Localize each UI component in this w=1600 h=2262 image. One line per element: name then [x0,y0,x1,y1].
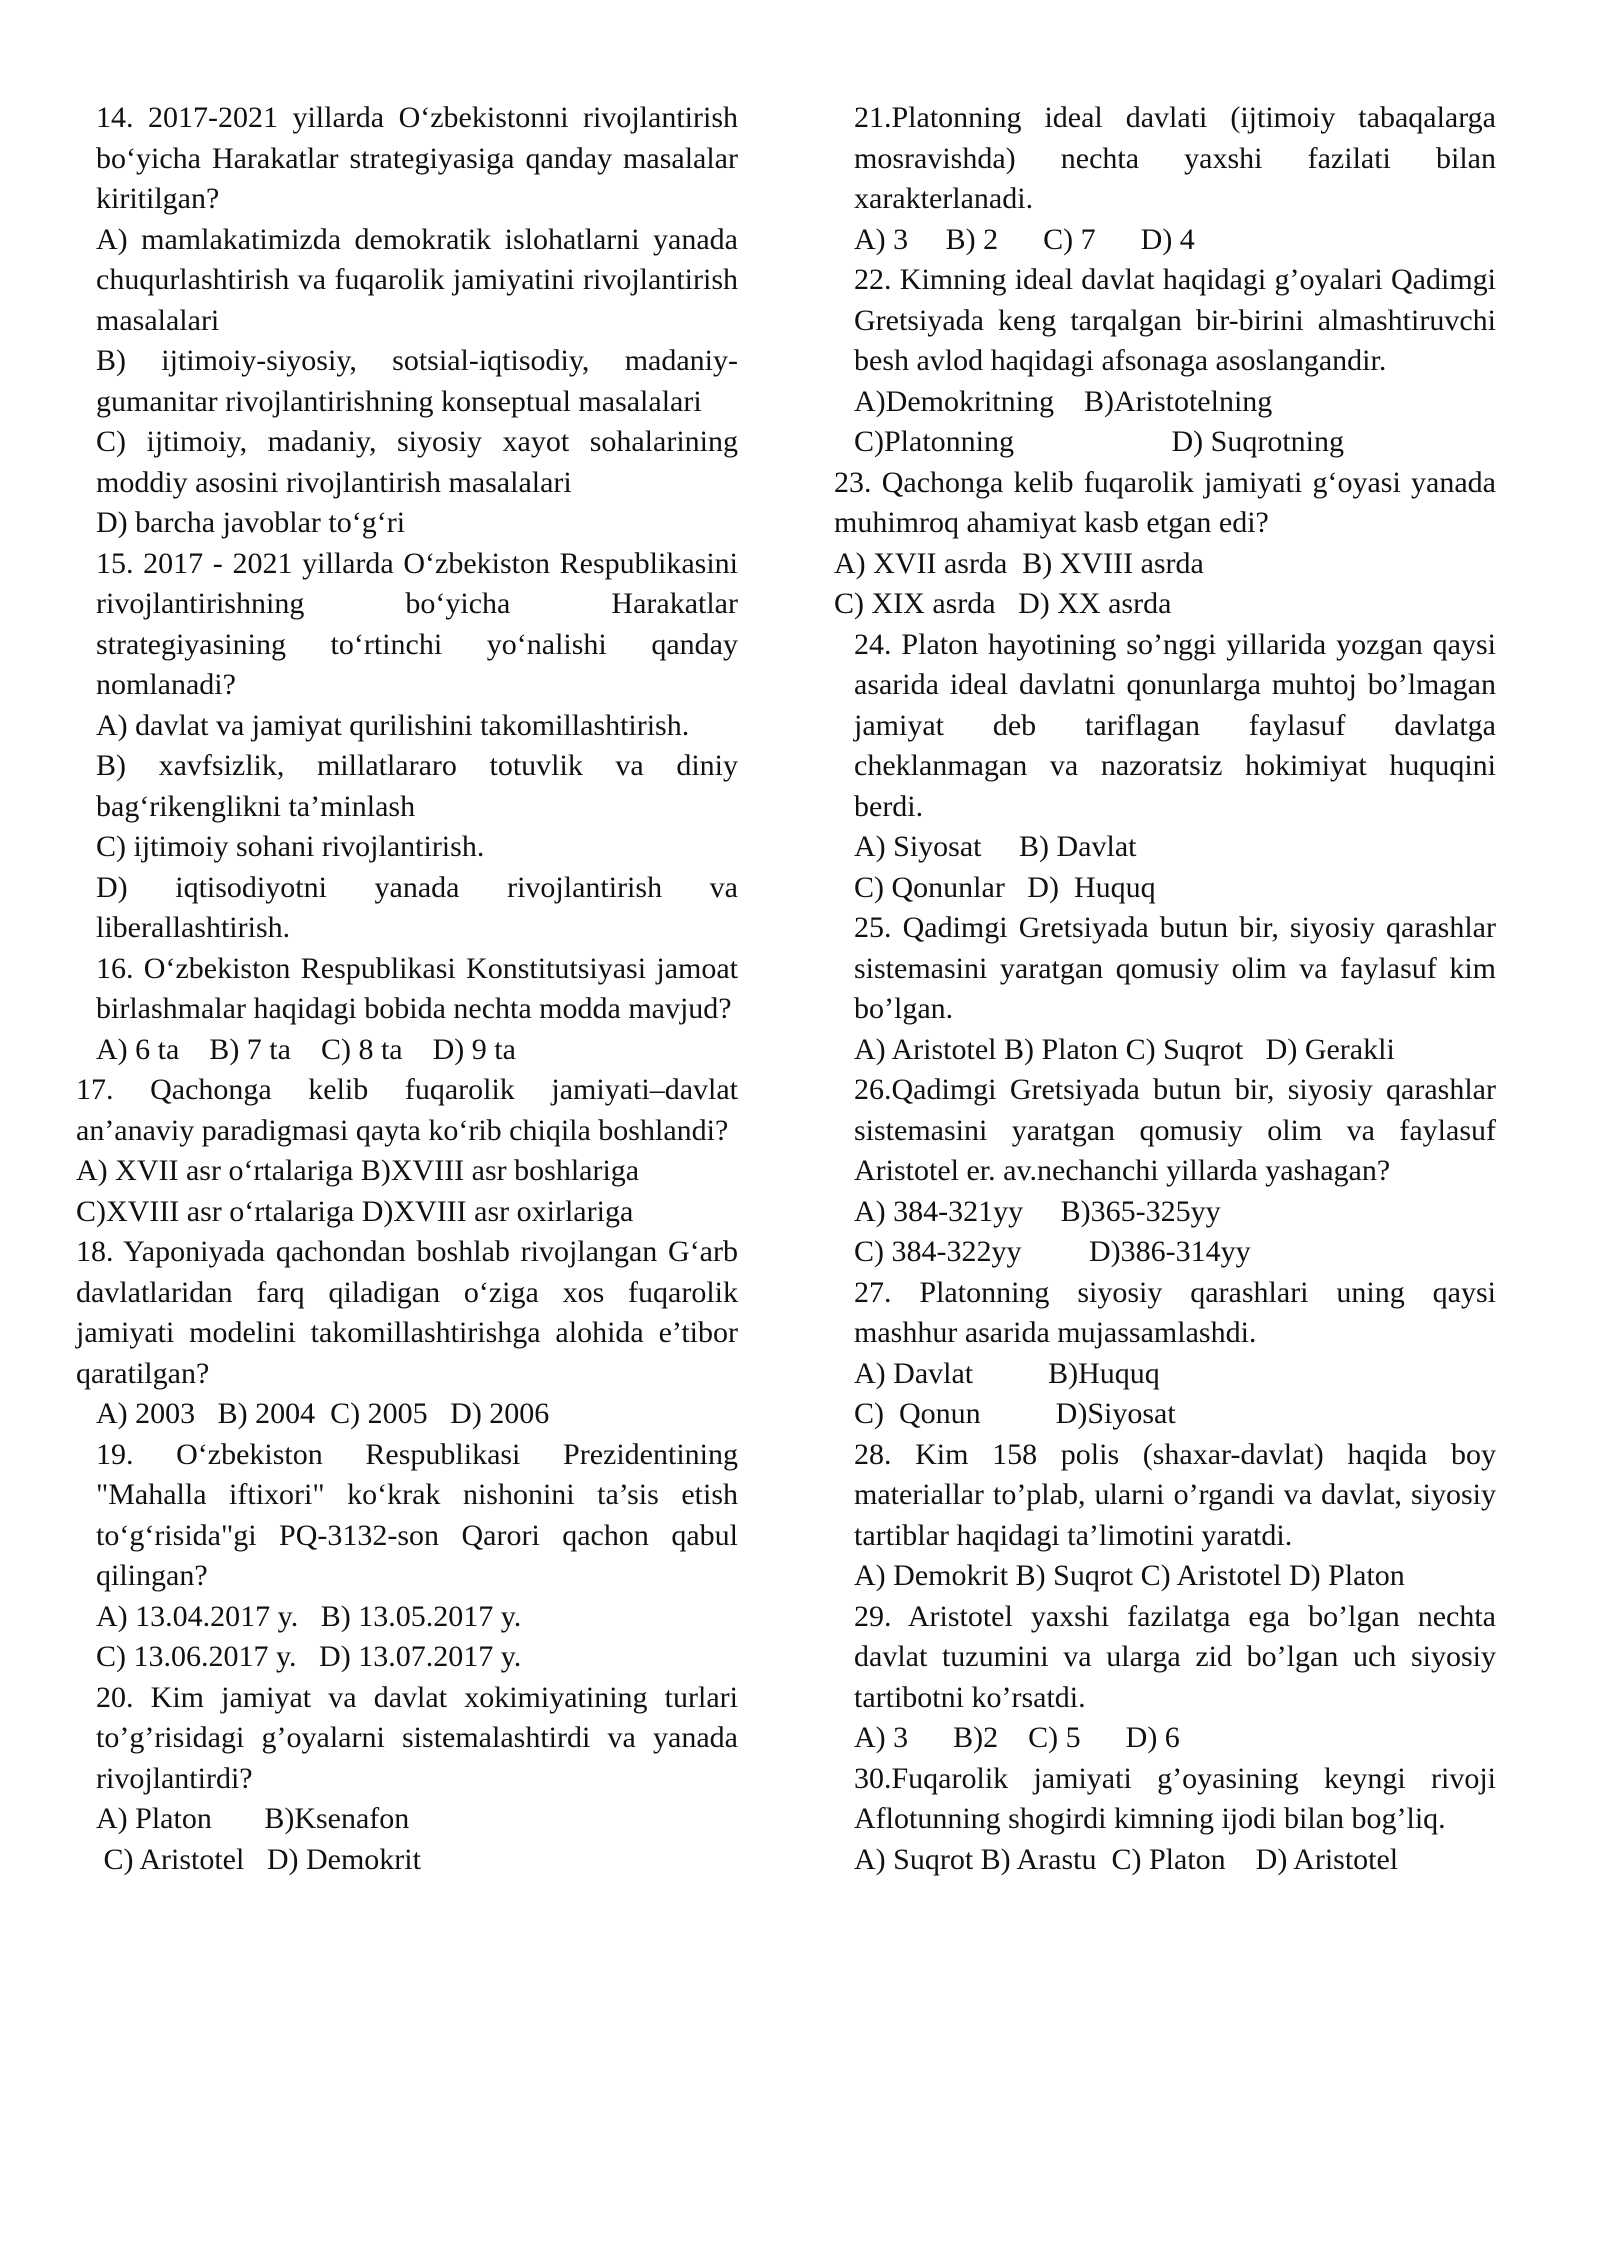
question-18: 18. Yaponiyada qachondan boshlab rivojlangan G‘arb davlatlaridan farq qiladigan o‘ziga xos fuqarolik jamiyati modelini takomillashtirishga alohida e’tibor qaratilgan? [76,1235,738,1390]
right-column [834,98,1496,1880]
question-22-options-cd: C)Platonning D) Suqrotning [854,425,1345,458]
question-20-options-ab: A) Platon B)Ksenafon [96,1802,410,1835]
question-14-option-a: A) mamlakatimizda demokratik islohatlarni yanada chuqurlashtirish va fuqarolik jamiyatini rivojlantirish masalalari [96,222,738,337]
question-15-option-d: D) iqtisodiyotni yanada rivojlantirish va liberallashtirish. [96,870,738,944]
question-24-options-ab: A) Siyosat B) Davlat [854,830,1137,863]
question-16: 16. O‘zbekiston Respublikasi Konstitutsiyasi jamoat birlashmalar haqidagi bobida nechta modda mavjud? [96,951,738,1025]
question-17-options-cd: C)XVIII asr o‘rtalariga D)XVIII asr oxirlariga [76,1194,634,1228]
question-15-option-c: C) ijtimoiy sohani rivojlantirish. [96,830,485,863]
question-21-options: A) 3 B) 2 C) 7 D) 4 [854,222,1195,256]
question-29: 29. Aristotel yaxshi fazilatga ega bo’lgan nechta davlat tuzumini va ularga zid bo’lgan uch siyosiy tartibotni ko’rsatdi. [854,1599,1496,1714]
question-27: 27. Platonning siyosiy qarashlari uning qaysi mashhur asarida mujassamlashdi. [854,1275,1496,1349]
question-15-option-a: A) davlat va jamiyat qurilishini takomillashtirish. [96,708,690,742]
question-15: 15. 2017 - 2021 yillarda O‘zbekiston Respublikasini rivojlantirishning bo‘yicha Harakatlar strategiyasining to‘rtinchi yo‘nalishi qanday nomlanadi? [96,546,738,701]
question-26-options-ab: A) 384-321yy B)365-325yy [854,1194,1221,1228]
question-14-option-b: B) ijtimoiy-siyosiy, sotsial-iqtisodiy, madaniy-gumanitar rivojlantirishning konseptual masalalari [96,344,738,418]
question-26-options-cd: C) 384-322yy D)386-314yy [854,1235,1251,1268]
question-27-options-ab: A) Davlat B)Huquq [854,1356,1160,1390]
question-27-options-cd: C) Qonun D)Siyosat [854,1397,1176,1430]
question-28: 28. Kim 158 polis (shaxar-davlat) haqida boy materiallar to’plab, ularni o’rgandi va davlat, siyosiy tartiblar haqidagi ta’limotini yaratdi. [854,1437,1496,1552]
question-15-option-b: B) xavfsizlik, millatlararo totuvlik va diniy bag‘rikenglikni ta’minlash [96,749,738,823]
question-22-options-ab: A)Demokritning B)Aristotelning [854,384,1273,418]
question-23-options-ab: A) XVII asrda B) XVIII asrda [834,546,1204,580]
question-17-options-ab: A) XVII asr o‘rtalariga B)XVIII asr boshlariga [76,1154,640,1187]
question-20: 20. Kim jamiyat va davlat xokimiyatining turlari to’g’risidagi g’oyalarni sistemalashtirdi va yanada rivojlantirdi? [96,1680,738,1795]
question-19-options-ab: A) 13.04.2017 y. B) 13.05.2017 y. [96,1599,522,1633]
question-21: 21.Platonning ideal davlati (ijtimoiy tabaqalarga mosravishda) nechta yaxshi fazilati bilan xarakterlanadi. [854,101,1496,215]
question-14-option-d: D) barcha javoblar to‘g‘ri [96,506,406,539]
question-20-options-cd: C) Aristotel D) Demokrit [96,1842,421,1876]
question-16-options: A) 6 ta B) 7 ta C) 8 ta D) 9 ta [96,1032,516,1066]
question-28-options: A) Demokrit B) Suqrot C) Aristotel D) Platon [854,1559,1405,1592]
question-24-options-cd: C) Qonunlar D) Huquq [854,870,1156,904]
question-25: 25. Qadimgi Gretsiyada butun bir, siyosiy qarashlar sistemasini yaratgan qomusiy olim va faylasuf kim bo’lgan. [854,911,1496,1025]
question-19-options-cd: C) 13.06.2017 y. D) 13.07.2017 y. [96,1640,522,1673]
question-14-option-c: C) ijtimoiy, madaniy, siyosiy xayot sohalarining moddiy asosini rivojlantirish masalalari [96,425,738,499]
left-column [76,98,738,1880]
question-29-options: A) 3 B)2 C) 5 D) 6 [854,1721,1180,1754]
question-30: 30.Fuqarolik jamiyati g’oyasining keyngi rivoji Aflotunning shogirdi kimning ijodi bilan bog’liq. [854,1761,1496,1835]
question-23: 23. Qachonga kelib fuqarolik jamiyati g‘oyasi yanada muhimroq ahamiyat kasb etgan edi? [834,465,1496,539]
question-19: 19. O‘zbekiston Respublikasi Prezidentining "Mahalla iftixori" ko‘krak nishonini ta’sis etish to‘g‘risida"gi PQ-3132-son Qarori qachon qabul qilingan? [96,1437,738,1592]
question-14: 14. 2017-2021 yillarda O‘zbekistonni rivojlantirish bo‘yicha Harakatlar strategiyasiga qanday masalalar kiritilgan? [96,101,738,215]
question-17: 17. Qachonga kelib fuqarolik jamiyati–davlat an’anaviy paradigmasi qayta ko‘rib chiqila boshlandi? [76,1073,738,1147]
question-23-options-cd: C) XIX asrda D) XX asrda [834,587,1172,620]
question-18-options: A) 2003 B) 2004 C) 2005 D) 2006 [96,1397,550,1430]
question-25-options: A) Aristotel B) Platon C) Suqrot D) Gerakli [854,1032,1395,1066]
question-30-options: A) Suqrot B) Arastu C) Platon D) Aristotel [854,1842,1399,1876]
question-22: 22. Kimning ideal davlat haqidagi g’oyalari Qadimgi Gretsiyada keng tarqalgan bir-birini almashtiruvchi besh avlod haqidagi afsonaga asoslangandir. [854,263,1496,377]
question-26: 26.Qadimgi Gretsiyada butun bir, siyosiy qarashlar sistemasini yaratgan qomusiy olim va faylasuf Aristotel er. av.nechanchi yillarda yashagan? [854,1073,1496,1187]
question-24: 24. Platon hayotining so’nggi yillarida yozgan qaysi asarida ideal davlatni qonunlarga muhtoj bo’lmagan jamiyat deb tariflagan faylasuf davlatga cheklanmagan va nazoratsiz hokimiyat huquqini berdi. [854,627,1496,823]
